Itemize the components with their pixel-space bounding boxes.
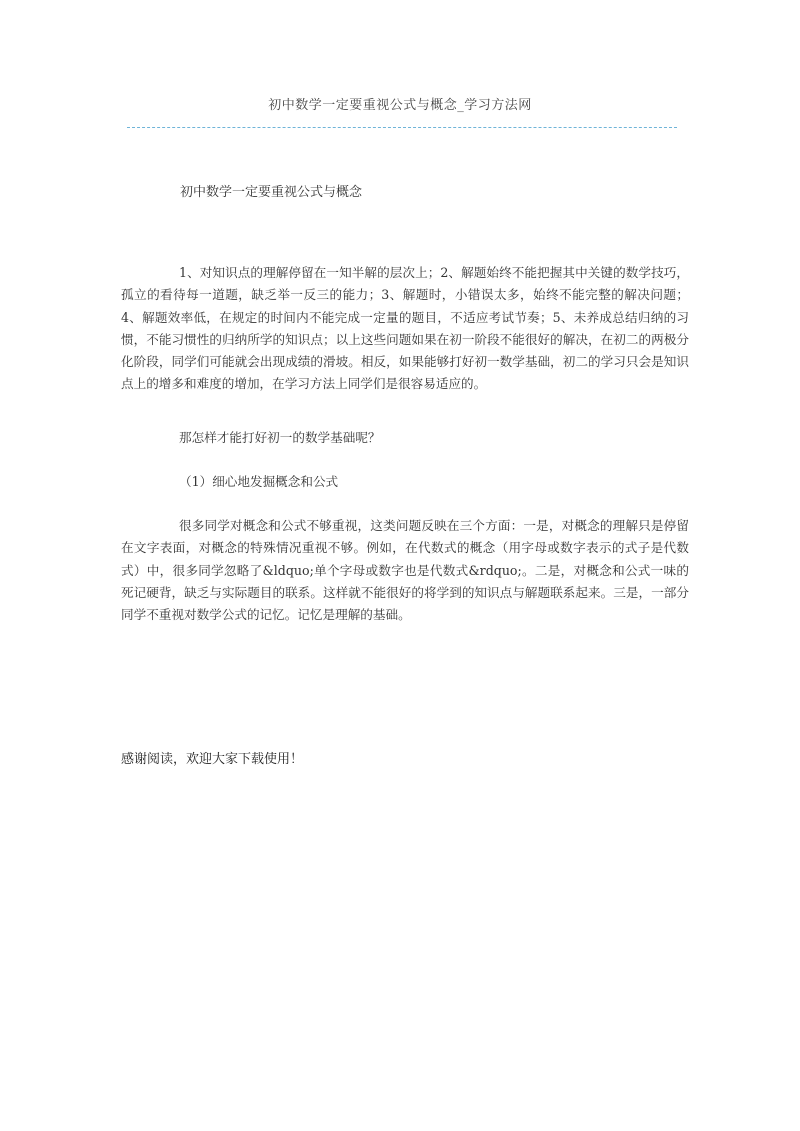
header-divider	[127, 127, 677, 128]
page-header-title: 初中数学一定要重视公式与概念_学习方法网	[268, 98, 532, 113]
paragraph-question: 那怎样才能打好初一的数学基础呢？	[179, 430, 381, 445]
document-title: 初中数学一定要重视公式与概念	[180, 185, 363, 200]
paragraph-concepts: 很多同学对概念和公式不够重视，这类问题反映在三个方面：一是，对概念的理解只是停留在文字表面，对概念的特殊情况重视不够。例如，在代数式的概念（用字母或数字表示的式子是代数式）中，很多同学忽略了&ldquo;单个字母或数字也是代数式&rdquo;。二是，对概念和公式一味的死记硬背，缺乏与实际题目的联系。这样就不能很好的将学到的知识点与解题联系起来。三是，一部分同学不重视对数学公式的记忆。记忆是理解的基础。	[121, 518, 689, 623]
footer-thanks: 感谢阅读，欢迎大家下载使用！	[121, 752, 304, 767]
paragraph-subheading: （1）细心地发掘概念和公式	[179, 474, 339, 489]
paragraph-problems: 1、对知识点的理解停留在一知半解的层次上；2、解题始终不能把握其中关键的数学技巧，孤立的看待每一道题，缺乏举一反三的能力；3、解题时，小错误太多，始终不能完整的解决问题；4、解题效率低，在规定的时间内不能完成一定量的题目，不适应考试节奏；5、未养成总结归纳的习惯，不能习惯性的归纳所学的知识点；以上这些问题如果在初一阶段不能很好的解决，在初二的两极分化阶段，同学们可能就会出现成绩的滑坡。相反，如果能够打好初一数学基础，初二的学习只会是知识点上的增多和难度的增加，在学习方法上同学们是很容易适应的。	[121, 265, 689, 392]
